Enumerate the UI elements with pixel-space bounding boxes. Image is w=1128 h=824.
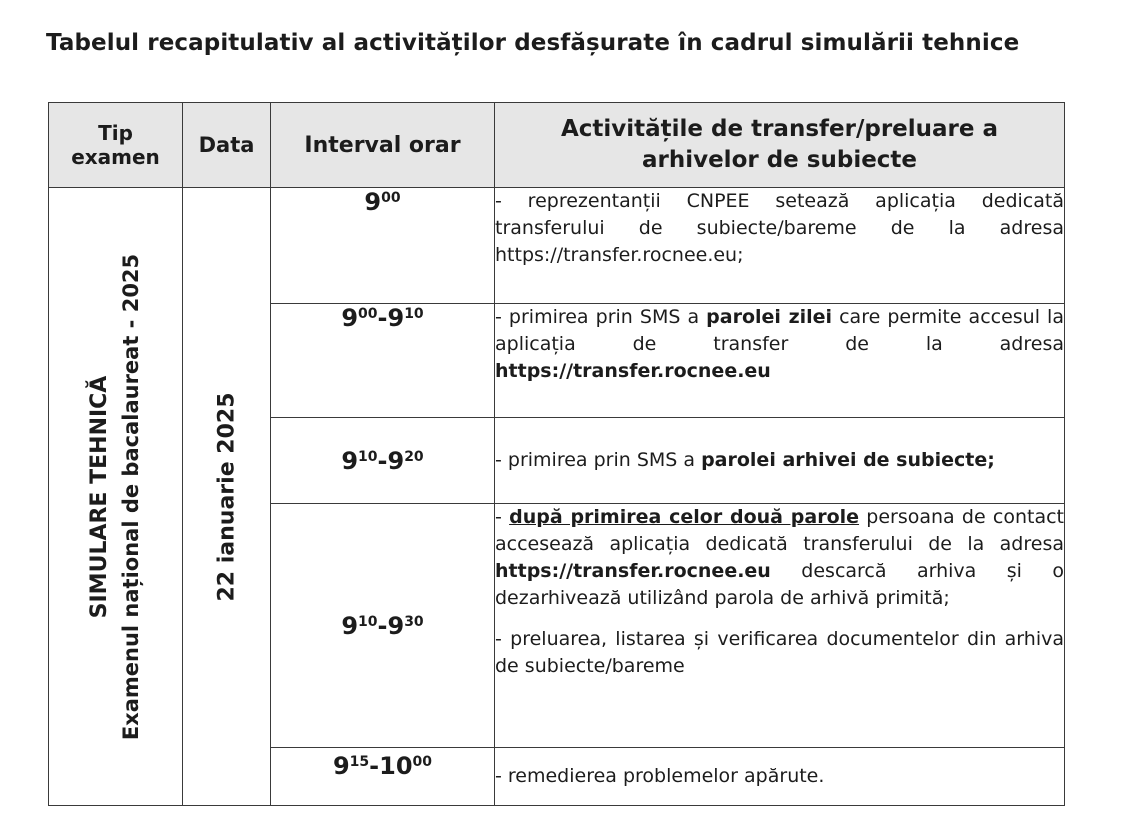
time-separator: - (377, 611, 388, 640)
activity-text: - remedierea problemelor apărute. (495, 765, 825, 787)
activity-text (495, 304, 1064, 385)
time-hour: 9 (341, 304, 359, 332)
activity-text-secondary: - preluarea, listarea și verificarea documentelor din arhiva de subiecte/bareme (495, 628, 1064, 677)
date-cell (183, 188, 271, 806)
table-row (49, 188, 1065, 304)
exam-date: 22 ianuarie 2025 (214, 391, 239, 602)
activity-bold-text: parolei zilei (706, 306, 833, 328)
time-minutes-end: 10 (404, 306, 424, 322)
recap-table (48, 102, 1065, 806)
time-separator: - (377, 446, 388, 475)
time-separator: - (377, 304, 388, 332)
time-cell (271, 188, 495, 304)
time-minutes: 00 (358, 306, 378, 322)
header-activitati-line1: Activitățile de transfer/preluare a (560, 116, 999, 142)
activity-bold-text: parolei arhivei de subiecte; (701, 449, 995, 471)
activity-text-part: descarcă arhiva și o dezarhivează utilizând parola de arhivă primită; (495, 560, 1064, 609)
time-hour-end: 10 (379, 752, 413, 780)
time-cell (271, 418, 495, 504)
activity-cell (495, 504, 1065, 748)
time-cell (271, 748, 495, 806)
header-activitati-line2: arhivelor de subiecte (641, 147, 918, 173)
time-minutes-end: 20 (404, 448, 424, 465)
time-cell (271, 304, 495, 418)
time-minutes-end: 00 (412, 754, 433, 770)
time-hour: 9 (364, 188, 382, 216)
time-cell (271, 504, 495, 748)
activity-cell (495, 418, 1065, 504)
table-header-row (49, 103, 1065, 188)
time-hour: 9 (332, 752, 350, 780)
activity-text (495, 504, 1064, 612)
header-interval-orar: Interval orar (271, 103, 495, 188)
header-tip-line1: Tip (98, 121, 133, 145)
time-hour-end: 9 (387, 304, 405, 332)
time-minutes: 10 (358, 613, 378, 630)
exam-type-line2: Examenul național de bacalaureat - 2025 (118, 253, 143, 740)
header-data: Data (183, 103, 271, 188)
time-hour-end: 9 (387, 446, 405, 475)
header-tip-examen (49, 103, 183, 188)
activity-text-part: - (495, 506, 510, 528)
activity-cell (495, 304, 1065, 418)
time-hour: 9 (341, 446, 359, 475)
header-activitati (495, 103, 1065, 188)
activity-text-part: care permite accesul la aplicația de transfer de la adresa (495, 306, 1064, 355)
time-minutes: 15 (349, 754, 370, 770)
time-separator: - (369, 752, 380, 780)
time-minutes: 00 (381, 190, 401, 206)
time-hour-end: 9 (387, 611, 405, 640)
header-tip-line2: examen (71, 145, 160, 169)
time-minutes: 10 (358, 448, 378, 465)
exam-type-line1: SIMULARE TEHNICĂ (86, 375, 112, 618)
time-hour: 9 (341, 611, 359, 640)
time-minutes-end: 30 (404, 613, 424, 630)
activity-text-part: - primirea prin SMS a (495, 449, 702, 471)
document-title: Tabelul recapitulativ al activităților desfășurate în cadrul simulării tehnice (46, 30, 1020, 56)
exam-type-cell (49, 188, 183, 806)
activity-underlined-text: după primirea celor două parole (509, 506, 860, 528)
activity-cell (495, 748, 1065, 806)
activity-text: - reprezentanții CNPEE setează aplicația dedicată transferului de subiecte/bareme de la adresa https://transfer.rocnee.eu; (495, 190, 1064, 266)
activity-text-part: persoana de contact accesează aplicația dedicată transferului de la adresa (495, 506, 1064, 555)
exam-type-rotated (85, 253, 147, 739)
activity-link-text: https://transfer.rocnee.eu (495, 560, 771, 582)
activity-cell (495, 188, 1065, 304)
activity-text-part: - primirea prin SMS a (495, 306, 707, 328)
activity-link-text: https://transfer.rocnee.eu (495, 360, 771, 382)
activity-text (495, 447, 1064, 474)
